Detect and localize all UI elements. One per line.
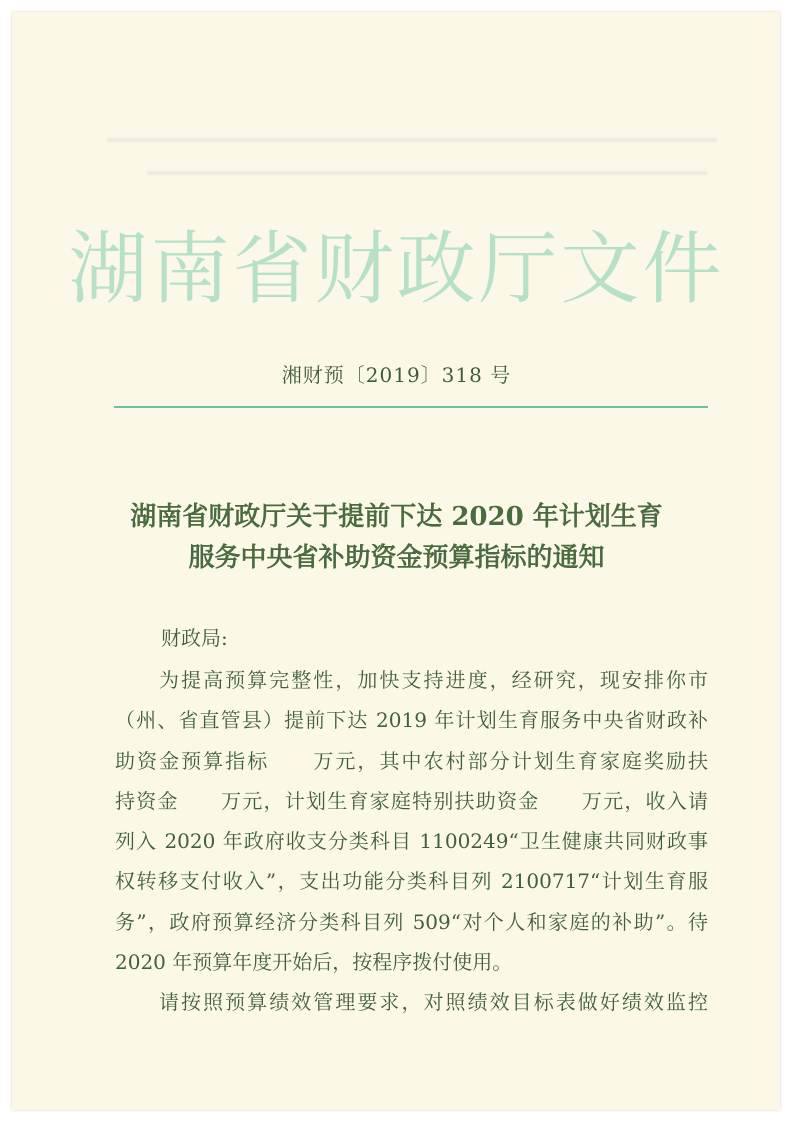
document-title	[90, 497, 703, 579]
body-line: （州、省直管县）提前下达 2019 年计划生育服务中央省财政补	[115, 708, 708, 733]
body-line: 持资金 万元，计划生育家庭特别扶助资金 万元，收入请	[115, 788, 708, 813]
header-divider	[114, 406, 708, 408]
faint-bleed-through-line	[147, 172, 707, 174]
title-line: 湖南省财政厅关于提前下达 2020 年计划生育	[130, 502, 663, 532]
title-line: 服务中央省补助资金预算指标的通知	[188, 543, 605, 573]
document-number: 湘财预〔2019〕318 号	[281, 363, 512, 387]
body-line: 务”，政府预算经济分类科目列 509“对个人和家庭的补助”。待	[115, 909, 708, 934]
body-line: 列入 2020 年政府收支分类科目 1100249“卫生健康共同财政事	[115, 829, 708, 854]
body-paragraph-1	[115, 660, 708, 982]
body-paragraph-2	[115, 982, 708, 1022]
body-line: 请按照预算绩效管理要求，对照绩效目标表做好绩效监控	[159, 990, 708, 1014]
faint-bleed-through-line	[107, 139, 717, 141]
body-line: 权转移支付收入”，支出功能分类科目列 2100717“计划生育服	[115, 869, 708, 894]
recipient: 财政局:	[161, 626, 228, 650]
body-line: 为提高预算完整性，加快支持进度，经研究，现安排你市	[159, 668, 708, 692]
body-line: 2020 年预算年度开始后，按程序拨付使用。	[115, 950, 513, 975]
body-line: 助资金预算指标 万元，其中农村部分计划生育家庭奖励扶	[115, 748, 708, 773]
issuer-header: 湖南省财政厅文件	[68, 223, 725, 315]
